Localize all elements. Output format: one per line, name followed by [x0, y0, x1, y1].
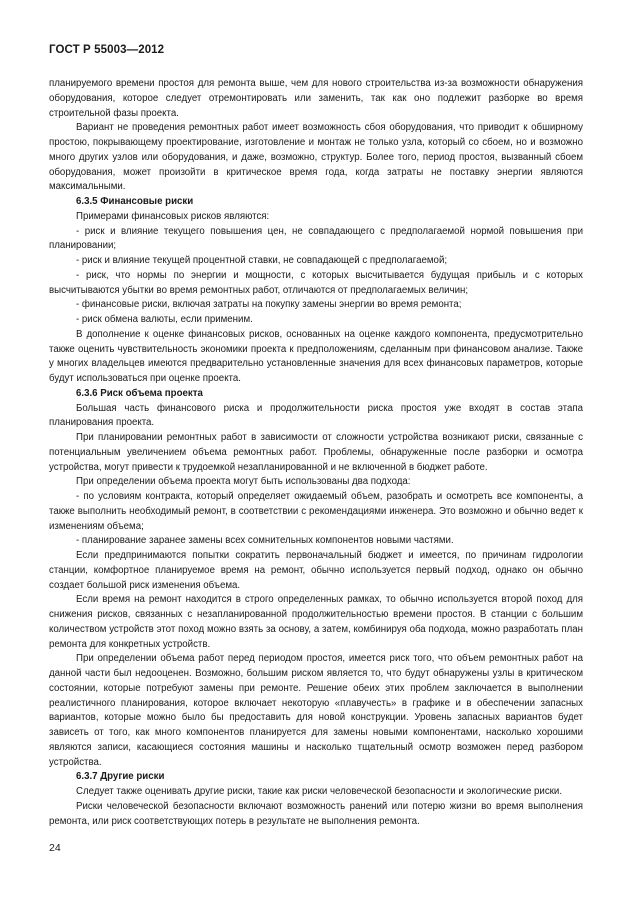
list-item: - риск и влияние текущей процентной ставки, не совпадающей с предполагаемой; [76, 255, 448, 266]
page-number: 24 [49, 842, 61, 854]
paragraph: В дополнение к оценке финансовых рисков, основанных на оценке каждого компонента, предусмотрительно также оценить чувствительность экономики проекта к предположениям, сделанным при финансовом анализе. Также у многих владельцев имеются предварительно установленные значения для всех финансовых параметров, которые будут использоваться при оценке проекта. [49, 328, 583, 384]
section-heading-6-3-7: 6.3.7 Другие риски [76, 771, 165, 783]
paragraph: Большая часть финансового риска и продолжительности риска простоя уже входят в состав этапа планирования проекта. [49, 402, 583, 429]
section-heading-6-3-6: 6.3.6 Риск объема проекта [76, 387, 203, 399]
list-item: - планирование заранее замены всех сомнительных компонентов новыми частями. [76, 535, 454, 547]
paragraph: Вариант не проведения ремонтных работ имеет возможность сбоя оборудования, что приводит к обширному простою, покрывающему проектирование, изготовление и монтаж не только узла, который со сбоем, но и возможно много других узлов или оборудования, и даже, возможно, структур. Более того, период простоя, вызванный сбоем оборудования, может произойти в критическое время года, когда затраты не поставку энергии являются максимальными. [49, 122, 583, 193]
paragraph: Если предпринимаются попытки сократить первоначальный бюджет и имеется, по причинам гидрологии станции, комфортное планируемое время на ремонт, обычно используется первый подход, однако он обычно создает большой риск изменения объема. [49, 550, 583, 591]
document-body [49, 77, 583, 829]
paragraph: Следует также оценивать другие риски, такие как риски человеческой безопасности и экологические риски. [76, 786, 563, 797]
list-item: - по условиям контракта, который определяет ожидаемый объем, разобрать и осмотреть все компоненты, а также выполнить необходимый ремонт, в соответствии с рекомендациями инженера. Это возможно и обычно ведет к изменениям объема; [49, 491, 583, 532]
paragraph: При определении объема работ перед периодом простоя, имеется риск того, что объем ремонтных работ на данной части был недооценен. Возможно, большим риском является то, что будут обнаружены узлы в критическом состоянии, которые потребуют замены при ремонте. Решение обеих этих проблем заключается в выполнении реалистичного планирования, которое включает некоторую «плавучесть» в графике и в обеспечении запасных вариантов, которые можно было бы предоставить для новой конструкции. Уровень запасных вариантов будет зависеть от того, как много компонентов планируется для замены новыми компонентами, насколько хорошими являются записи, касающиеся состояния машины и насколько тщательный осмотр возможен перед разбором устройства. [49, 653, 583, 768]
paragraph: Риски человеческой безопасности включают возможность ранений или потерю жизни во время выполнения ремонта, или риск соответствующих потерь в результате не выполнения ремонта. [49, 800, 583, 827]
paragraph: планируемого времени простоя для ремонта выше, чем для нового строительства из-за возможности обнаружения оборудования, которое следует отремонтировать или заменить, так как оно подлежит разборке во время строительной фазы проекта. [49, 78, 583, 119]
document-header: ГОСТ Р 55003—2012 [49, 44, 165, 56]
paragraph: Если время на ремонт находится в строго определенных рамках, то обычно используется второй поход для снижения рисков, связанных с незапланированной продолжительностью времени простоя. В станции с большим количеством устройств этот поход можно взять за основу, а затем, комбинируя оба подхода, можно разработать план ремонта для конкретных устройств. [49, 594, 583, 650]
paragraph: При определении объема проекта могут быть использованы два подхода: [76, 476, 411, 488]
list-item: - риск и влияние текущего повышения цен, не совпадающего с предполагаемой нормой повышения при планировании; [49, 225, 583, 252]
list-item: - финансовые риски, включая затраты на покупку замены энергии во время ремонта; [76, 299, 462, 311]
paragraph: Примерами финансовых рисков являются: [76, 210, 270, 222]
list-item: - риск обмена валюты, если применим. [76, 314, 253, 325]
section-heading-6-3-5: 6.3.5 Финансовые риски [76, 196, 194, 207]
list-item: - риск, что нормы по энергии и мощности, с которых высчитывается будущая прибыль и с которых высчитываются убытки во время ремонтных работ, отличаются от предполагаемых величин; [49, 269, 583, 296]
paragraph: При планировании ремонтных работ в зависимости от сложности устройства возникают риски, связанные с потенциальным увеличением объема ремонтных работ. Проблемы, обнаруженные после разборки и осмотра устройства, могут привести к трудоемкой незапланированной и не включенной в бюджет работе. [49, 432, 583, 473]
